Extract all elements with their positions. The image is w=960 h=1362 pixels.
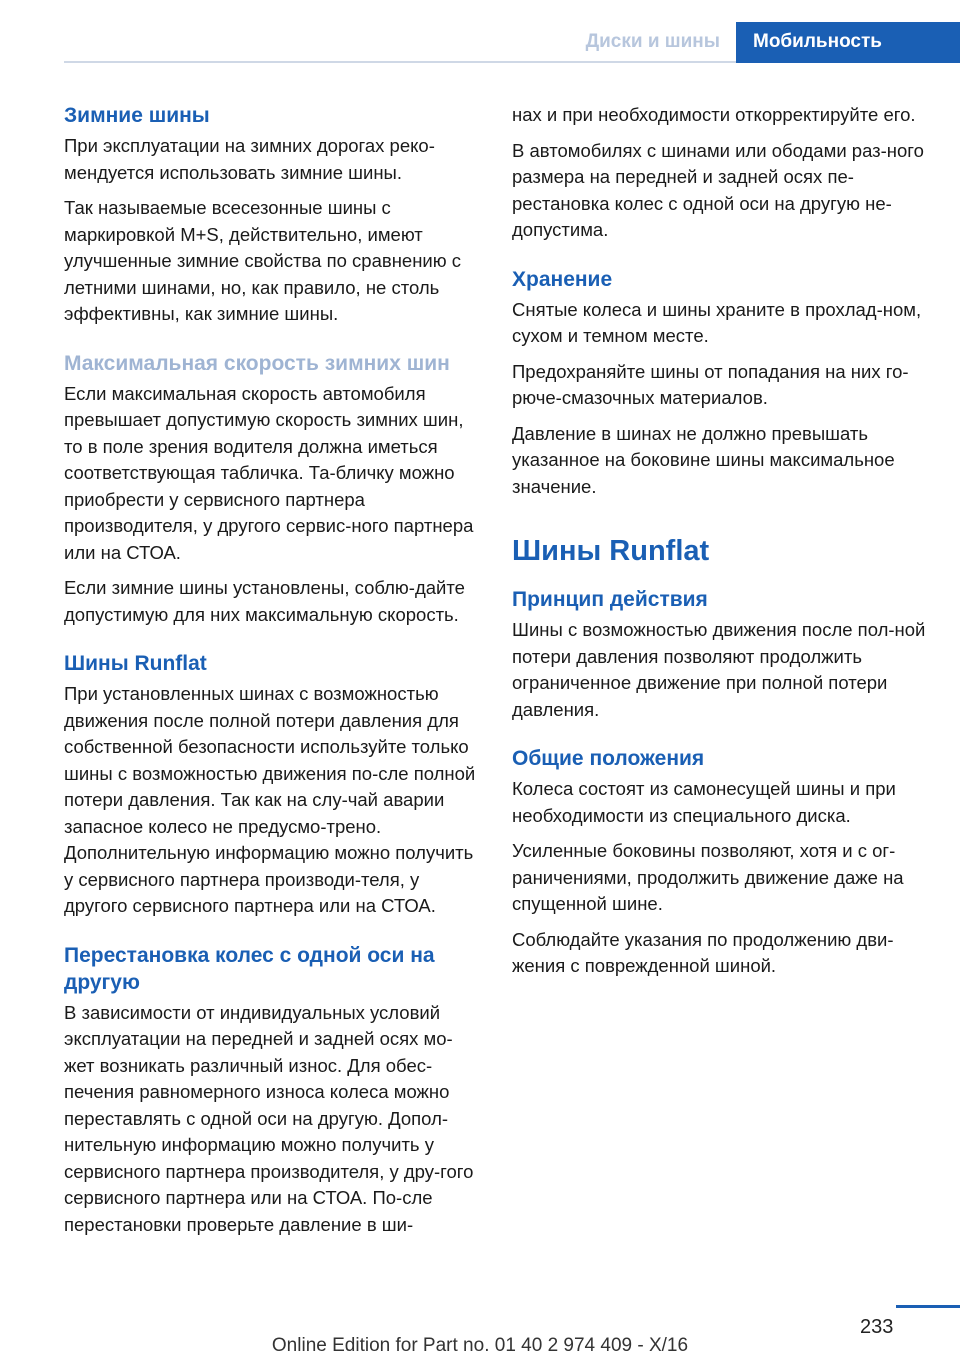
- paragraph: При установленных шинах с возможностью движения после полной потери давления для собственной безопасности используйте только шины с возможностью движения по-сле полной потери давления. Так как на слу-чай аварии запасное колесо не предусмо-трено. Дополнительную информацию можно получить у сервисного партнера производи-теля, у другого сервисного партнера или на СТОА.: [64, 683, 476, 916]
- paragraph: нах и при необходимости откорректируйте его.: [512, 104, 916, 125]
- paragraph: В зависимости от индивидуальных условий эксплуатации на передней и задней осях мо-жет возникать различный износ. Для обес-печения равномерного износа колеса можно переставлять с одной оси на другую. Допол-нительную информацию можно получить у сервисного партнера производителя, у дру-гого сервисного партнера или на СТОА. По-сле перестановки проверьте давление в ши-: [64, 1001, 474, 1235]
- paragraph: Если зимние шины установлены, соблю-дайте допустимую для них максимальную скорость.: [64, 577, 465, 625]
- paragraph: Снятые колеса и шины храните в прохлад-ном, сухом и темном месте.: [512, 298, 922, 346]
- heading-general: Общие положения: [512, 747, 705, 770]
- heading-runflat: Шины Runflat: [64, 652, 207, 675]
- section-title-runflat: Шины Runflat: [512, 535, 710, 567]
- paragraph: Шины с возможностью движения после пол-ной потери давления позволяют продолжить ограниченное движение при полной потери давления.: [512, 619, 926, 720]
- left-column: [64, 102, 482, 1247]
- paragraph: Предохраняйте шины от попадания на них го-рюче-смазочных материалов.: [512, 360, 909, 408]
- paragraph: Усиленные боковины позволяют, хотя и с ог-раничениями, продолжить движение даже на спущенной шине.: [512, 840, 904, 914]
- heading-storage: Хранение: [512, 267, 613, 291]
- paragraph: Соблюдайте указания по продолжению дви-жения с поврежденной шиной.: [512, 928, 894, 976]
- heading-principle: Принцип действия: [512, 588, 708, 611]
- heading-max-speed: Максимальная скорость зимних шин: [64, 351, 450, 375]
- tab-mobility[interactable]: Мобильность: [736, 22, 960, 63]
- page-number-rule: [896, 1305, 960, 1308]
- paragraph: Если максимальная скорость автомобиля превышает допустимую скорость зимних шин, то в поле зрения водителя должна иметься соответствующая табличка. Та-бличку можно приобрести у сервисного партнера производителя, у другого сервис-ного партнера или на СТОА.: [64, 382, 474, 563]
- edition-footer: Online Edition for Part no. 01 40 2 974 409 - X/16: [271, 1335, 689, 1356]
- heading-wheel-rotation: Перестановка колес с одной оси на другую: [64, 943, 435, 994]
- right-column: [512, 102, 930, 989]
- paragraph: В автомобилях с шинами или ободами раз-ного размера на передней и задней осях пе-рестановка колес с одной оси на другую не-допустима.: [512, 139, 924, 240]
- paragraph: Давление в шинах не должно превышать указанное на боковине шины максимальное значение.: [512, 422, 895, 497]
- page-number: 233: [860, 1316, 894, 1338]
- breadcrumb[interactable]: Диски и шины: [585, 31, 720, 52]
- heading-winter-tires: Зимние шины: [64, 104, 210, 127]
- paragraph: Колеса состоят из самонесущей шины и при необходимости из специального диска.: [512, 778, 896, 826]
- paragraph: Так называемые всесезонные шины с маркировкой M+S, действительно, имеют улучшенные зимние свойства по сравнению с летними шинами, но, как правило, не столь эффективны, как зимние шины.: [64, 197, 462, 324]
- paragraph: При эксплуатации на зимних дорогах реко-мендуется использовать зимние шины.: [64, 135, 435, 183]
